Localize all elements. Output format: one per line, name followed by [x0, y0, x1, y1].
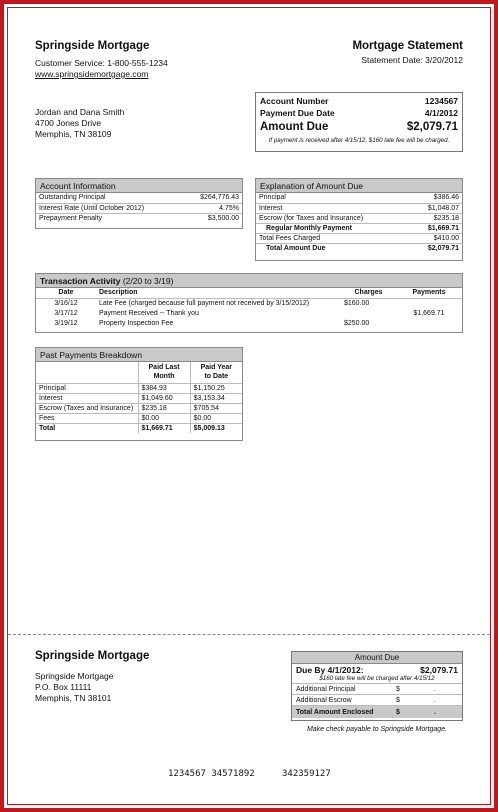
payment-coupon-box [291, 651, 463, 721]
total-enclosed-row[interactable]: Total Amount Enclosed $ . [292, 706, 462, 718]
due-date-value: 4/1/2012 [424, 108, 458, 118]
micr-routing-number: 342359127 [282, 769, 331, 779]
past-payments-title: Past Payments Breakdown [36, 348, 242, 362]
account-information-box [35, 178, 243, 229]
transaction-activity-box [35, 273, 463, 333]
account-number-label: Account Number [260, 96, 329, 106]
table-header-row: Date Description Charges Payments [36, 288, 462, 298]
table-row: Escrow (Taxes and Insurance) $235.18 $705.54 [36, 403, 242, 413]
account-summary-box [255, 92, 463, 152]
additional-principal-row[interactable]: Additional Principal $ . [292, 684, 462, 695]
table-row: Regular Monthly Payment $1,669.71 [256, 223, 462, 233]
additional-escrow-row[interactable]: Additional Escrow $ . [292, 695, 462, 706]
table-row: Outstanding Principal $264,776.43 [36, 193, 242, 203]
account-number-row [260, 96, 458, 108]
table-row: Interest $1,048.07 [256, 203, 462, 213]
statement-title: Mortgage Statement [352, 40, 463, 52]
coupon-late-note: $160 late fee will be charged after 4/15/12 [292, 675, 462, 684]
table-row: Total $1,669.71 $5,009.13 [36, 423, 242, 433]
past-payments-table [36, 362, 242, 433]
table-row: Escrow (for Taxes and Insurance) $235.18 [256, 213, 462, 223]
late-fee-note: If payment is received after 4/15/12, $160 late fee will be charged. [268, 137, 450, 144]
table-row: Total Amount Due $2,079.71 [266, 244, 459, 252]
table-row: Fees $0.00 $0.00 [36, 413, 242, 423]
coupon-due-amount: $2,079.71 [420, 665, 458, 675]
recipient-address [35, 107, 124, 140]
table-row: Interest $1,049.60 $3,153.34 [36, 393, 242, 403]
explanation-title: Explanation of Amount Due [256, 179, 462, 193]
table-row: Principal $384.93 $1,150.25 [36, 383, 242, 393]
table-header-row: Paid Last Month Paid Year to Date [36, 362, 242, 383]
tear-off-line [8, 634, 490, 635]
table-row: Interest Rate (Until October 2012) 4.75% [36, 203, 242, 213]
account-information-title: Account Information [36, 179, 242, 193]
account-number-value: 1234567 [424, 96, 458, 106]
company-website-link[interactable]: www.springsidemortgage.com [35, 69, 149, 79]
coupon-title: Amount Due [292, 652, 462, 664]
due-date-label: Payment Due Date [260, 108, 335, 118]
payable-note: Make check payable to Springside Mortgage. [306, 726, 448, 733]
account-information-table [36, 193, 242, 223]
explanation-table [256, 193, 462, 253]
table-row: 3/16/12 Late Fee (charged because full payment not received by 3/15/2012) $160.00 [54, 299, 370, 307]
explanation-box [255, 178, 463, 261]
transaction-table [36, 288, 462, 328]
recipient-city: Memphis, TN 38109 [35, 129, 112, 139]
transaction-activity-title: Transaction Activity (2/20 to 3/19) [36, 274, 462, 288]
table-row: 3/19/12 Property Inspection Fee $250.00 [54, 319, 370, 327]
coupon-due-row [292, 664, 462, 675]
company-name: Springside Mortgage [35, 40, 150, 52]
amount-due-value: $2,079.71 [406, 121, 458, 133]
remit-company-name: Springside Mortgage [35, 650, 150, 662]
amount-due-label: Amount Due [260, 121, 329, 133]
due-date-row [260, 108, 458, 121]
table-row: Principal $386.46 [256, 193, 462, 203]
table-row: Prepayment Penalty $3,500.00 [39, 214, 239, 222]
micr-account-numbers: 1234567 34571892 [168, 769, 255, 779]
coupon-due-label: Due By 4/1/2012: [296, 665, 364, 675]
remit-address: Springside Mortgage P.O. Box 11111 Memphis, TN 38101 [35, 671, 114, 703]
table-row: 3/17/12 Payment Received -- Thank you $1,669.71 [54, 309, 445, 317]
statement-date: Statement Date: 3/20/2012 [361, 55, 463, 65]
amount-due-row [260, 121, 458, 137]
table-row: Total Fees Charged $410.00 [256, 233, 462, 243]
customer-service: Customer Service: 1-800-555-1234 [35, 58, 168, 68]
past-payments-box [35, 347, 243, 441]
recipient-name: Jordan and Dana Smith [35, 107, 125, 117]
recipient-street: 4700 Jones Drive [35, 118, 102, 128]
